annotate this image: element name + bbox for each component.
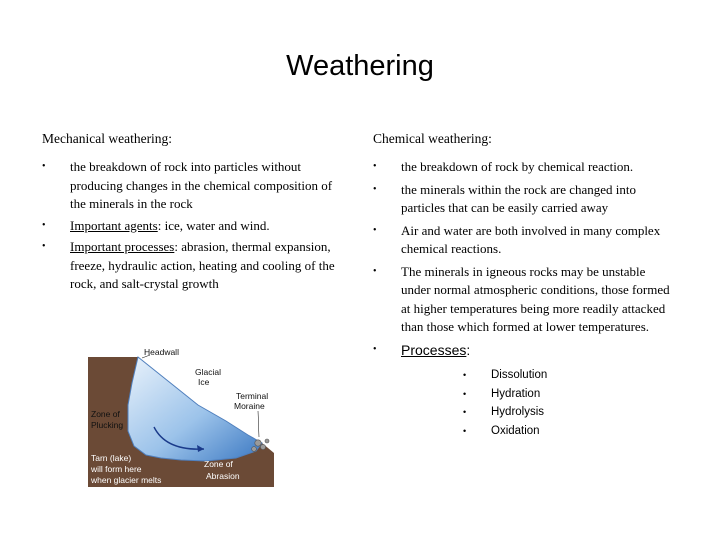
chemical-definition (373, 158, 673, 177)
label-zone-plucking-2: Plucking (91, 420, 124, 430)
chemical-igneous (373, 263, 673, 337)
mechanical-processes (42, 238, 342, 294)
label-glacial: Glacial (195, 367, 221, 377)
slide-title: Weathering (286, 50, 434, 82)
chemical-processes (373, 341, 673, 441)
label-tarn-3: when glacier melts (91, 475, 162, 485)
list-item: • Oxidation (463, 422, 673, 441)
moraine-pointer (258, 411, 259, 437)
chemical-igneous-text: The minerals in igneous rocks may be unstable under normal atmospheric conditions, those formed at higher temperatures being more readily attacked than those which formed at lower temperatures. (401, 263, 670, 334)
label-zone-abrasion-2: Abrasion (206, 471, 240, 481)
processes-label: Important processes (70, 239, 175, 254)
chemical-processes-label: Processes (401, 341, 467, 358)
processes-text: : abrasion, thermal expansion, freeze, hydraulic action, heating and cooling of the rock, and salt-crystal growth (70, 239, 335, 291)
chemical-definition-text: the breakdown of rock by chemical reaction. (401, 159, 634, 174)
label-ice: Ice (198, 377, 210, 387)
mechanical-column (42, 130, 342, 297)
label-moraine: Moraine (234, 401, 265, 411)
list-item: • Hydrolysis (463, 403, 673, 422)
agents-text: : ice, water and wind. (157, 217, 270, 233)
label-tarn-1: Tarn (lake) (91, 453, 132, 463)
chemical-minerals (373, 181, 673, 218)
mechanical-definition-text: the breakdown of rock into particles without producing changes in the chemical composition of the minerals in the rock (70, 159, 333, 211)
mechanical-definition (42, 158, 342, 214)
chemical-column (373, 130, 673, 444)
glacier-diagram (86, 343, 276, 489)
chemical-air-water (373, 222, 673, 259)
agents-label: Important agents (70, 217, 158, 233)
label-terminal: Terminal (236, 391, 269, 401)
chemical-processes-colon: : (466, 341, 471, 358)
mechanical-list (42, 158, 342, 294)
chemical-heading: Chemical weathering: (373, 131, 492, 146)
label-zone-abrasion-1: Zone of (204, 459, 233, 469)
list-item: • Dissolution (463, 366, 673, 385)
chemical-air-water-text: Air and water are both involved in many complex chemical reactions. (401, 222, 661, 256)
mechanical-heading: Mechanical weathering: (42, 131, 173, 146)
list-item: • Hydration (463, 385, 673, 404)
mechanical-agents (42, 217, 342, 236)
label-zone-plucking-1: Zone of (91, 409, 120, 419)
chemical-list (373, 158, 673, 440)
label-headwall: Headwall (144, 347, 179, 357)
label-tarn-2: will form here (91, 464, 142, 474)
chemical-process-list (463, 366, 673, 440)
chemical-minerals-text: the minerals within the rock are changed into particles that can be easily carried away (401, 181, 637, 215)
